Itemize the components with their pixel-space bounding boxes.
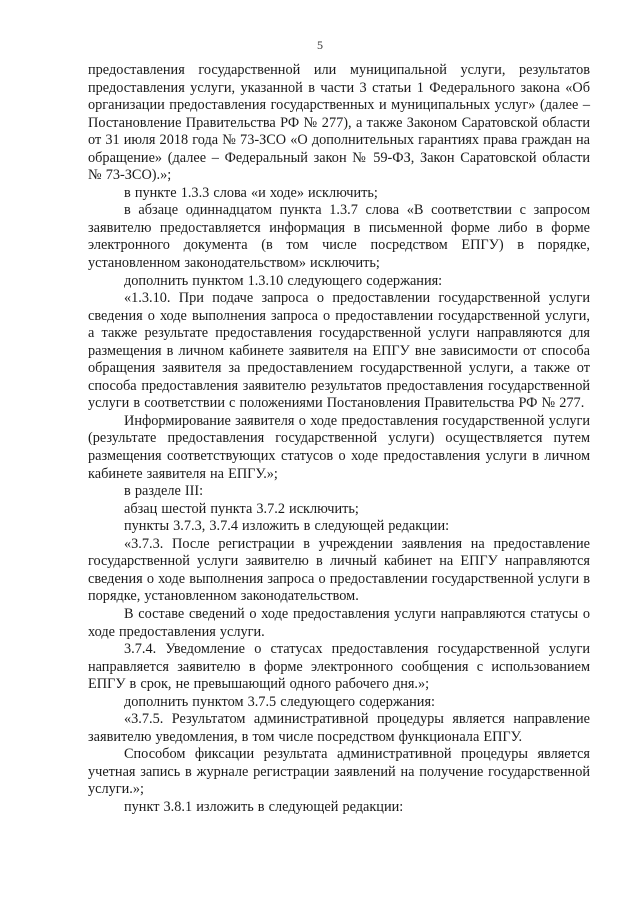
paragraph-statuses: В составе сведений о ходе предоставления услуги направляются статусы о ходе предоставления услуги. [88,605,590,640]
paragraph-section-3: в разделе III: [124,483,204,500]
paragraph-amendment-1-3-3: в пункте 1.3.3 слова «и ходе» исключить; [124,184,378,201]
paragraph-amendment-1-3-7: в абзаце одиннадцатом пункта 1.3.7 слова «В соответствии с запросом заявителю предоставляется информация в письменной форме либо в форме электронного документа (в том числе посредством ЕПГУ) в порядке, установленном законодательством» исключить; [88,202,590,272]
paragraph-3-7-5-text: «3.7.5. Результатом административной процедуры является направление заявителю уведомления, в том числе посредством функционала ЕПГУ. [88,711,590,745]
paragraph-3-7-3-text: «3.7.3. После регистрации в учреждении заявления на предоставление государственной услуги заявителю в личный кабинет на ЕПГУ направляются сведения о ходе выполнения запроса о предоставлении государственной услуги в порядке, установленном законодательством. [88,535,590,605]
page-number: 5 [317,38,323,52]
paragraph-informing: Информирование заявителя о ходе предоставления государственной услуги (результате предоставления государственной услуги) осуществляется путем размещения соответствующих статусов о ходе предоставления услуги в личном кабинете заявителя на ЕПГУ.»; [88,412,590,482]
paragraph-add-1-3-10: дополнить пунктом 1.3.10 следующего содержания: [124,272,443,289]
document-body [88,62,590,817]
paragraph-fixation: Способом фиксации результата административной процедуры является учетная запись в журнале регистрации заявлений на получение государственной услуги.»; [88,746,590,798]
paragraph-3-7-2: абзац шестой пункта 3.7.2 исключить; [124,500,359,517]
paragraph-continuation: предоставления государственной или муниципальной услуги, результатов предоставления услуги, указанной в части 3 статьи 1 Федерального закона «Об организации предоставления государственных и муниципальных услуг» (далее – Постановление Правительства РФ № 277), а также Законом Саратовской области от 31 июля 2018 года № 73-ЗСО «О дополнительных гарантиях права граждан на обращение» (далее – Федеральный закон № 59-ФЗ, Закон Саратовской области № 73-ЗСО).»; [88,62,590,184]
paragraph-add-3-7-5: дополнить пунктом 3.7.5 следующего содержания: [124,693,435,710]
paragraph-3-7-4-text: 3.7.4. Уведомление о статусах предоставления государственной услуги направляется заявителю в форме электронного сообщения с использованием ЕПГУ в срок, не превышающий одного рабочего дня.»; [88,641,590,693]
paragraph-3-8-1-intro: пункт 3.8.1 изложить в следующей редакции: [124,798,404,815]
paragraph-3-7-3-3-7-4-intro: пункты 3.7.3, 3.7.4 изложить в следующей редакции: [124,518,450,535]
paragraph-1-3-10-text: «1.3.10. При подаче запроса о предоставлении государственной услуги сведения о ходе выполнения запроса о предоставлении государственной услуги, а также результате предоставления государственной услуги направляются для размещения в личном кабинете заявителя на ЕПГУ вне зависимости от способа обращения заявителя за предоставлением государственной услуги, а также от способа предоставления заявителю результатов предоставления государственной услуги в соответствии с положениями Постановления Правительства РФ № 277. [88,290,590,412]
